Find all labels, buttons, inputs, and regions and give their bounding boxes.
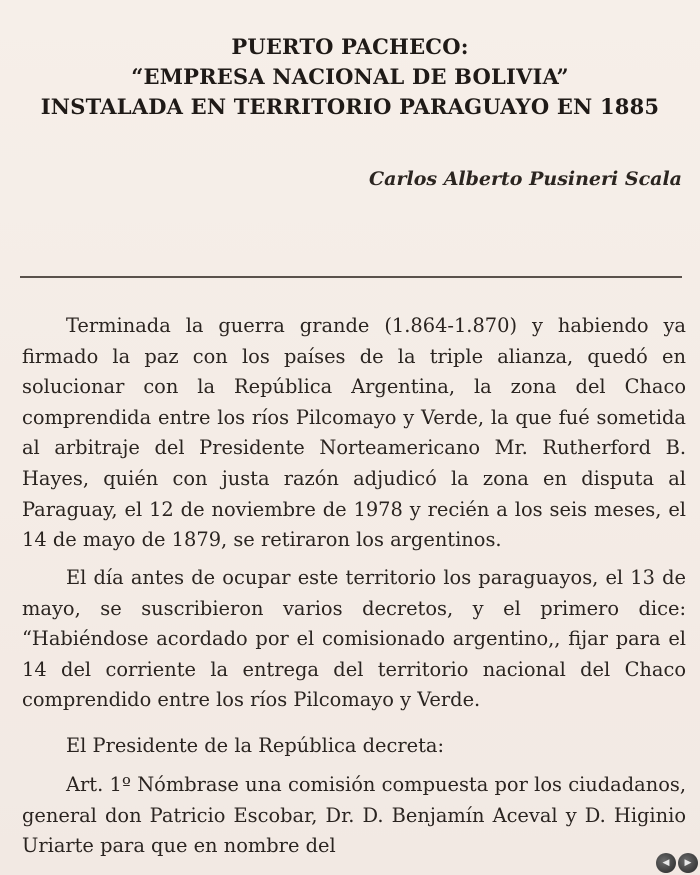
title-line-1: PUERTO PACHECO:	[231, 34, 469, 59]
section-divider	[20, 276, 682, 278]
title-line-3: INSTALADA EN TERRITORIO PARAGUAYO EN 1885	[40, 94, 660, 119]
paragraph-3: El Presidente de la República decreta:	[66, 734, 445, 757]
title-line-2: “EMPRESA NACIONAL DE BOLIVIA”	[131, 64, 569, 89]
paragraph-2: El día antes de ocupar este territorio los paraguayos, el 13 de mayo, se suscribieron varios decretos, y el primero dice: “Habiéndose acordado por el comisionado argentino,, fijar para el 14 del corriente la entrega del territorio nacional del Chaco comprendido entre los ríos Pilcomayo y Verde.	[22, 566, 686, 712]
previous-icon[interactable]: ◀	[656, 853, 676, 873]
paragraph-1: Terminada la guerra grande (1.864-1.870) y habiendo ya firmado la paz con los países de la triple alianza, quedó en solucionar con la República Argentina, la zona del Chaco comprendida entre los ríos Pilcomayo y Verde, la que fué sometida al arbitraje del Presidente Norteamericano Mr. Rutherford B. Hayes, quién con justa razón adjudicó la zona en disputa al Paraguay, el 12 de noviembre de 1978 y recién a los seis meses, el 14 de mayo de 1879, se retiraron los argentinos.	[22, 314, 686, 552]
author-name: Carlos Alberto Pusineri Scala	[369, 168, 682, 190]
next-icon[interactable]: ▶	[678, 853, 698, 873]
page-navigation	[656, 853, 698, 873]
paragraph-4: Art. 1º Nómbrase una comisión compuesta por los ciudadanos, general don Patricio Escobar, Dr. D. Benjamín Aceval y D. Higinio Uriarte para que en nombre del	[22, 773, 686, 858]
